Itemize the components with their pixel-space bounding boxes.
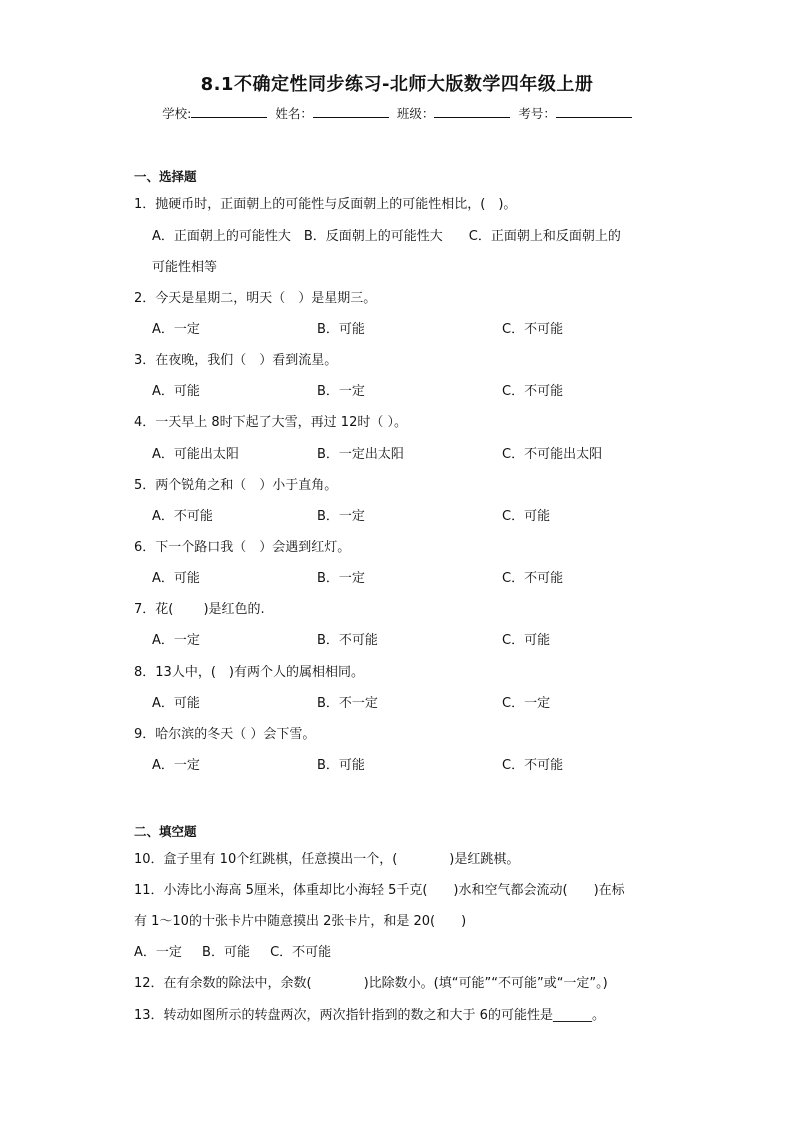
section-title-fill-blank: 二、填空题 [134,824,197,839]
option-c[interactable]: C．不可能 [502,384,564,399]
question-13: 13．转动如图所示的转盘两次，两次指针指到的数之和大于 6的可能性是______。 [134,1008,605,1023]
question-11-line1: 11．小涛比小海高 5厘米，体重却比小海轻 5千克( )水和空气都会流动( )在标 [134,883,625,898]
question-2: 2．今天是星期二，明天（ ）是星期三。 [134,291,377,306]
question-7: 7．花( )是红色的. [134,602,265,617]
option-b[interactable]: B．不一定 [317,696,378,711]
student-info-row [0,104,794,122]
exam-number-blank[interactable] [556,105,632,118]
question-11-options [134,941,347,960]
option-a[interactable]: A．一定 [152,758,200,773]
question-10: 10．盒子里有 10个红跳棋，任意摸出一个，( )是红跳棋。 [134,852,520,867]
question-1-options-line1: A．正面朝上的可能性大 B．反面朝上的可能性大 C．正面朝上和反面朝上的 [152,229,621,244]
exam-number-field: 考号： [518,104,632,122]
option-b[interactable]: B．一定 [317,384,365,399]
option-a[interactable]: A．一定 [152,633,200,648]
question-4: 4．一天早上 8时下起了大雪，再过 12时（ ）。 [134,415,407,430]
question-9: 9．哈尔滨的冬天（ ）会下雪。 [134,727,316,742]
option-b[interactable]: B．可能 [317,322,365,337]
option-b[interactable]: B．可能 [317,758,365,773]
option-a[interactable]: A．可能 [152,384,200,399]
school-field: 学校: [162,104,267,122]
option-c[interactable]: C．不可能 [502,571,564,586]
option-c[interactable]: C．不可能 [502,322,564,337]
question-11-line2: 有 1～10的十张卡片中随意摸出 2张卡片，和是 20( ) [134,914,467,929]
option-a[interactable]: A．不可能 [152,509,213,524]
page-title: 8.1不确定性同步练习-北师大版数学四年级上册 [200,74,594,95]
option-a[interactable]: A．一定 [134,945,182,960]
option-b[interactable]: B．一定 [317,509,365,524]
option-c[interactable]: C．不可能 [270,945,332,960]
question-1: 1．抛硬币时，正面朝上的可能性与反面朝上的可能性相比，( )。 [134,197,517,212]
class-blank[interactable] [434,105,510,118]
option-a[interactable]: A．一定 [152,322,200,337]
option-c[interactable]: C．可能 [502,509,551,524]
question-1-options-line2: 可能性相等 [152,260,218,275]
class-field: 班级： [397,104,511,122]
option-a[interactable]: A．可能 [152,696,200,711]
question-8: 8．13人中，( )有两个人的属相相同。 [134,665,364,680]
option-b[interactable]: B．可能 [202,945,250,960]
name-field: 姓名： [275,104,389,122]
question-6: 6．下一个路口我（ ）会遇到红灯。 [134,540,351,555]
option-c[interactable]: C．可能 [502,633,551,648]
school-blank[interactable] [191,105,267,118]
option-b[interactable]: B．一定 [317,571,365,586]
section-title-choice: 一、选择题 [134,169,197,184]
question-3: 3．在夜晚，我们（ ）看到流星。 [134,353,338,368]
question-12: 12．在有余数的除法中，余数( )比除数小。(填“可能”“不可能”或“一定”。) [134,976,608,991]
option-c[interactable]: C．一定 [502,696,551,711]
option-a[interactable]: A．可能 [152,571,200,586]
name-blank[interactable] [313,105,389,118]
option-b[interactable]: B．一定出太阳 [317,447,404,462]
question-5: 5．两个锐角之和（ ）小于直角。 [134,478,338,493]
option-c[interactable]: C．不可能出太阳 [502,447,603,462]
option-c[interactable]: C．不可能 [502,758,564,773]
option-b[interactable]: B．不可能 [317,633,378,648]
option-a[interactable]: A．可能出太阳 [152,447,239,462]
